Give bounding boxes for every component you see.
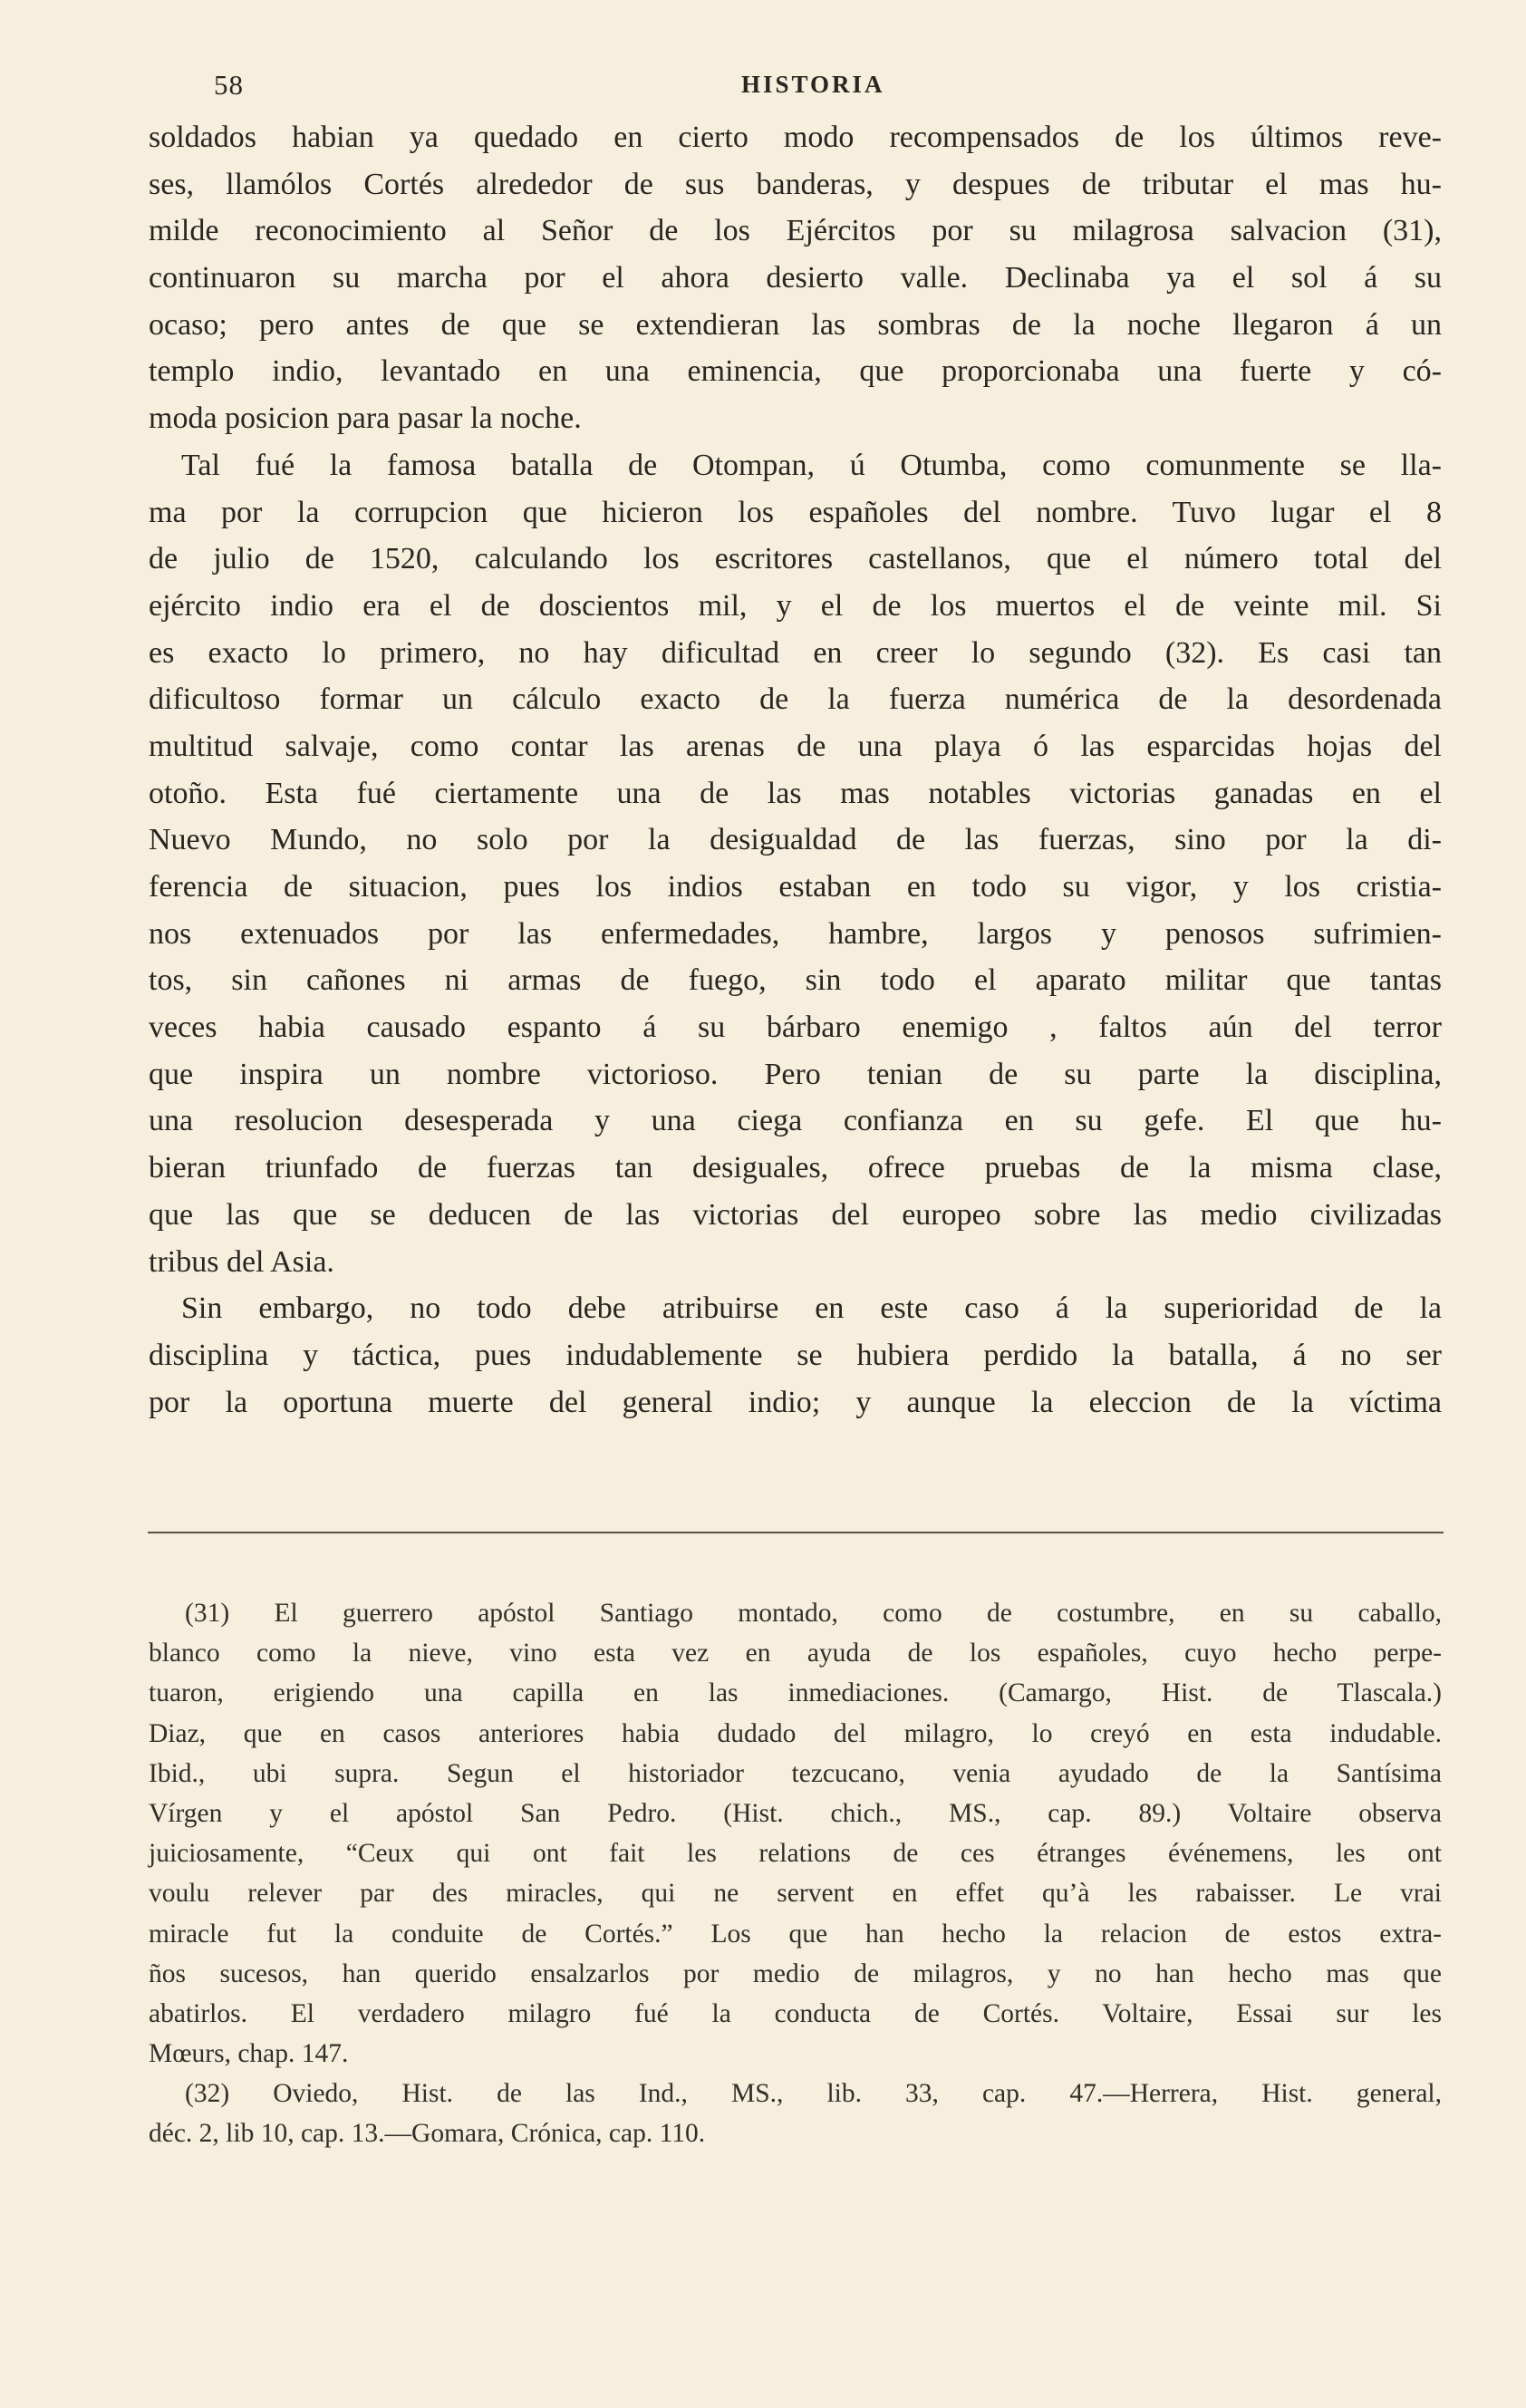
body-line: Tal fué la famosa batalla de Otompan, ú Otumba, como comunmente se lla-	[181, 448, 1442, 482]
body-line: una resolucion desesperada y una ciega confianza en su gefe. El que hu-	[149, 1104, 1442, 1138]
body-line: ocaso; pero antes de que se extendieran las sombras de la noche llegaron á un	[149, 307, 1442, 342]
body-line: de julio de 1520, calculando los escritores castellanos, que el número total del	[149, 542, 1442, 576]
body-line: soldados habian ya quedado en cierto modo recompensados de los últimos reve-	[149, 121, 1442, 154]
body-line: tos, sin cañones ni armas de fuego, sin todo el aparato militar que tantas	[149, 963, 1442, 998]
body-line: tribus del Asia.	[149, 1244, 334, 1279]
body-line: nos extenuados por las enfermedades, hambre, largos y penosos sufrimien-	[149, 916, 1442, 951]
body-line: ejército indio era el de doscientos mil, y el de los muertos el de veinte mil. Si	[149, 588, 1442, 623]
footnote-line: abatirlos. El verdadero milagro fué la conducta de Cortés. Voltaire, Essai sur les	[149, 1998, 1442, 2028]
footnote-line: juiciosamente, “Ceux qui ont fait les relations de ces étranges événemens, les ont	[149, 1839, 1442, 1869]
body-line: disciplina y táctica, pues indudablemente se hubiera perdido la batalla, á no ser	[149, 1338, 1442, 1372]
body-line: por la oportuna muerte del general indio; y aunque la eleccion de la víctima	[149, 1385, 1442, 1419]
body-line: Nuevo Mundo, no solo por la desigualdad de las fuerzas, sino por la di-	[149, 823, 1442, 857]
body-line: otoño. Esta fué ciertamente una de las mas notables victorias ganadas en el	[149, 776, 1442, 810]
body-line: que las que se deducen de las victorias del europeo sobre las medio civilizadas	[149, 1197, 1442, 1232]
footnote-line: Diaz, que en casos anteriores habia dudado del milagro, lo creyó en esta indudable.	[149, 1718, 1442, 1748]
body-text	[149, 114, 1442, 1426]
body-line: multitud salvaje, como contar las arenas de una playa ó las esparcidas hojas del	[149, 729, 1442, 763]
footnote-line: (32) Oviedo, Hist. de las Ind., MS., lib. 33, cap. 47.—Herrera, Hist. general,	[185, 2079, 1442, 2109]
footnote-line: blanco como la nieve, vino esta vez en ayuda de los españoles, cuyo hecho perpe-	[149, 1639, 1442, 1668]
page-header	[161, 65, 1439, 111]
body-line: Sin embargo, no todo debe atribuirse en este caso á la superioridad de la	[181, 1291, 1442, 1326]
footnote-line: Mœurs, chap. 147.	[149, 2039, 349, 2069]
page-number: 58	[214, 69, 244, 101]
body-line: templo indio, levantado en una eminencia, que proporcionaba una fuerte y có-	[149, 354, 1442, 389]
body-line: dificultoso formar un cálculo exacto de la fuerza numérica de la desordenada	[149, 682, 1442, 717]
footnote-line: voulu relever par des miracles, qui ne servent en effet qu’à les rabaisser. Le vrai	[149, 1879, 1442, 1909]
body-line: veces habia causado espanto á su bárbaro enemigo , faltos aún del terror	[149, 1011, 1442, 1045]
body-line: ses, llamólos Cortés alrededor de sus banderas, y despues de tributar el mas hu-	[149, 167, 1442, 201]
footnote-line: (31) El guerrero apóstol Santiago montado, como de costumbre, en su caballo,	[185, 1599, 1442, 1628]
footnotes	[149, 1593, 1442, 2154]
body-line: es exacto lo primero, no hay dificultad en creer lo segundo (32). Es casi tan	[149, 635, 1442, 670]
body-line: bieran triunfado de fuerzas tan desiguales, ofrece pruebas de la misma clase,	[149, 1151, 1442, 1185]
running-head: HISTORIA	[741, 71, 885, 98]
body-line: milde reconocimiento al Señor de los Ejércitos por su milagrosa salvacion (31),	[149, 214, 1442, 248]
body-line: continuaron su marcha por el ahora desierto valle. Declinaba ya el sol á su	[149, 261, 1442, 295]
body-line: que inspira un nombre victorioso. Pero tenian de su parte la disciplina,	[149, 1057, 1442, 1091]
footnote-line: miracle fut la conduite de Cortés.” Los que han hecho la relacion de estos extra-	[149, 1919, 1442, 1949]
footnote-line: tuaron, erigiendo una capilla en las inmediaciones. (Camargo, Hist. de Tlascala.)	[149, 1678, 1442, 1708]
footnote-rule	[148, 1532, 1444, 1533]
footnote-line: Ibid., ubi supra. Segun el historiador tezcucano, venia ayudado de la Santísima	[149, 1758, 1442, 1788]
body-line: ma por la corrupcion que hicieron los españoles del nombre. Tuvo lugar el 8	[149, 495, 1442, 529]
body-line: moda posicion para pasar la noche.	[149, 401, 582, 436]
footnote-line: Vírgen y el apóstol San Pedro. (Hist. chich., MS., cap. 89.) Voltaire observa	[149, 1798, 1442, 1828]
body-line: ferencia de situacion, pues los indios estaban en todo su vigor, y los cristia-	[149, 870, 1442, 904]
footnote-line: ños sucesos, han querido ensalzarlos por medio de milagros, y no han hecho mas que	[149, 1958, 1442, 1988]
footnote-line: déc. 2, lib 10, cap. 13.—Gomara, Crónica, cap. 110.	[149, 2119, 706, 2149]
